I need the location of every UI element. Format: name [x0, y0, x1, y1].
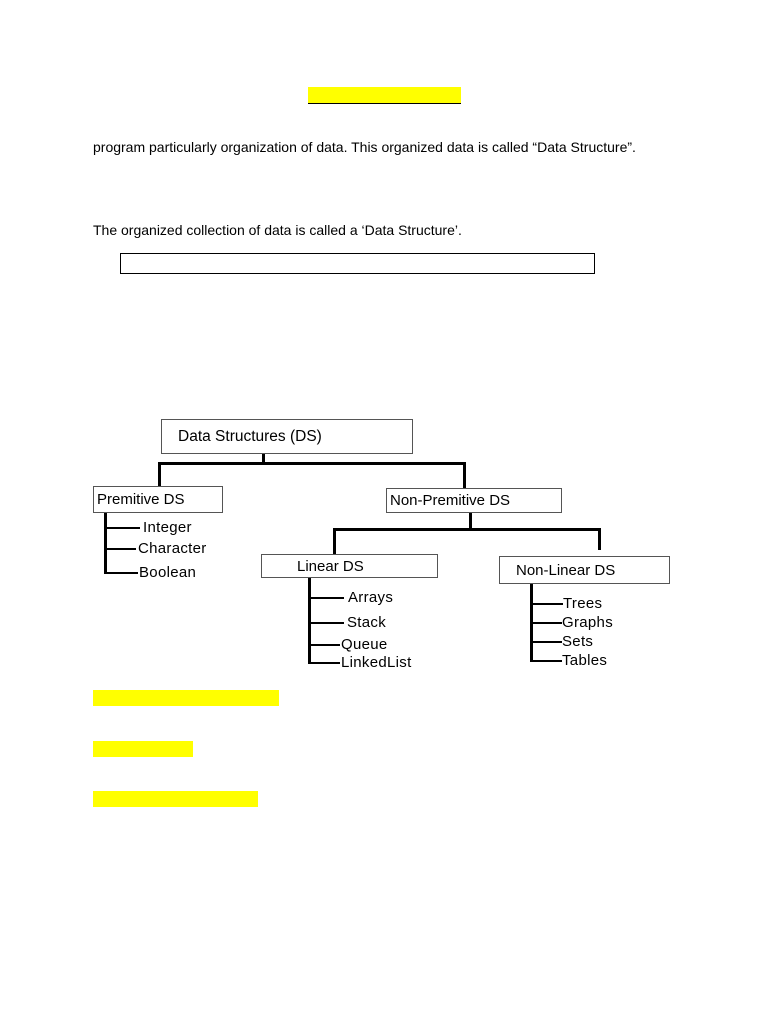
- tick-tables: [530, 660, 562, 662]
- connector-mid-bar: [333, 528, 601, 531]
- non-primitive-node: Non-Premitive DS: [386, 488, 562, 513]
- leaf-arrays: Arrays: [348, 589, 394, 606]
- leaf-stack: Stack: [347, 614, 387, 631]
- tick-sets: [530, 641, 562, 643]
- tick-queue: [308, 644, 340, 646]
- tick-graphs: [530, 622, 562, 624]
- root-node: Data Structures (DS): [161, 419, 413, 454]
- primitive-node: Premitive DS: [93, 486, 223, 513]
- definition-paragraph: The organized collection of data is called a ‘Data Structure’.: [93, 222, 462, 238]
- tick-arrays: [308, 597, 344, 599]
- non-linear-node: Non-Linear DS: [499, 556, 670, 584]
- connector-to-nonlinear: [598, 528, 601, 550]
- tick-stack: [308, 622, 344, 624]
- tick-integer: [104, 527, 140, 529]
- connector-to-primitive: [158, 462, 161, 487]
- leaf-tables: Tables: [562, 652, 608, 669]
- connector-to-linear: [333, 528, 336, 555]
- connector-linear-spine: [308, 578, 311, 664]
- tick-boolean: [104, 572, 138, 574]
- intro-paragraph: program particularly organization of data. This organized data is called “Data Structure”.: [93, 139, 636, 155]
- connector-primitive-spine: [104, 513, 107, 574]
- leaf-linkedlist: LinkedList: [341, 654, 412, 671]
- leaf-queue: Queue: [341, 636, 388, 653]
- connector-top-bar: [158, 462, 466, 465]
- leaf-character: Character: [138, 540, 207, 557]
- leaf-integer: Integer: [143, 519, 192, 536]
- leaf-sets: Sets: [562, 633, 594, 650]
- tick-trees: [530, 603, 563, 605]
- connector-to-nonprimitive: [463, 462, 466, 489]
- tick-character: [104, 548, 136, 550]
- highlight-bar-2: [93, 741, 193, 757]
- tick-linkedlist: [308, 662, 340, 664]
- highlight-bar-1: [93, 690, 279, 706]
- linear-node: Linear DS: [261, 554, 438, 578]
- leaf-graphs: Graphs: [562, 614, 613, 631]
- highlight-bar-3: [93, 791, 258, 807]
- leaf-boolean: Boolean: [139, 564, 197, 581]
- leaf-trees: Trees: [563, 595, 603, 612]
